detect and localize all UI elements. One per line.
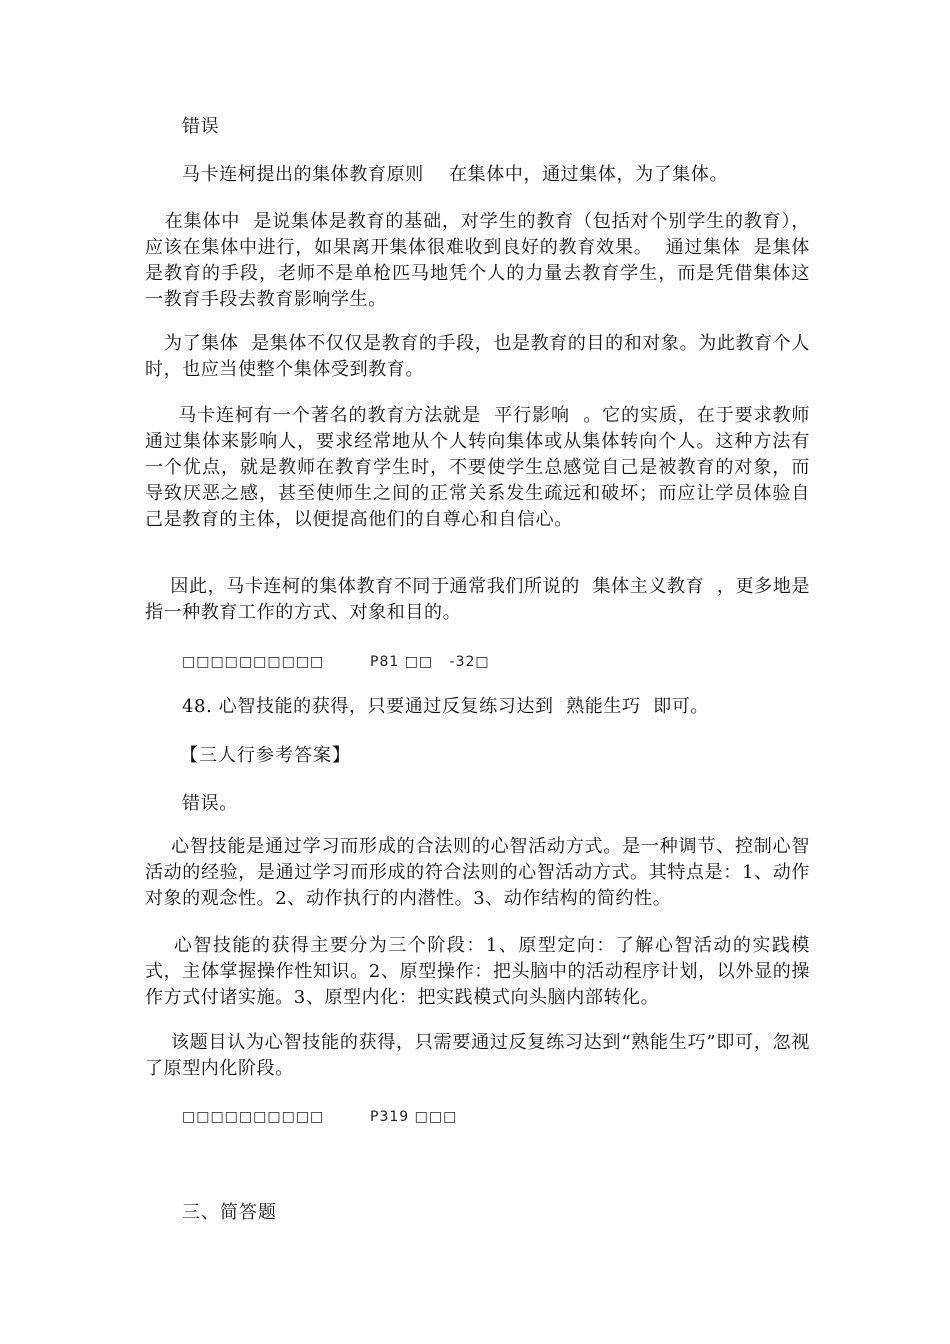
paragraph-7: 错误。 — [182, 793, 238, 814]
reference-2-page: P319 □□□ — [370, 1109, 458, 1125]
question-48: 48. 心智技能的获得，只要通过反复练习达到 熟能生巧 即可。 — [182, 696, 710, 717]
answer-heading: 【三人行参考答案】 — [180, 745, 351, 766]
paragraph-3: 在集体中 是说集体是教育的基础，对学生的教育（包括对个别学生的教育），应该在集体中进行，如果离开集体很难收到良好的教育效果。 通过集体 是集体是教育的手段，老师不是单枪匹马地凭个人的力量去教育学生，而是凭借集体这一教育手段去教育影响学生。 — [145, 211, 811, 310]
paragraph-5: 马卡连柯有一个著名的教育方法就是 平行影响 。它的实质，在于要求教师通过集体来影响人，要求经常地从个人转向集体或从集体转向个人。这种方法有一个优点，就是教师在教育学生时，不要使学生总感觉自己是被教育的对象，而导致厌恶之感，甚至使师生之间的正常关系发生疏远和破坏；而应让学员体验自己是教育的主体，以便提高他们的自尊心和自信心。 — [145, 405, 811, 530]
paragraph-8: 心智技能是通过学习而形成的合法则的心智活动方式。是一种调节、控制心智活动的经验，是通过学习而形成的符合法则的心智活动方式。其特点是：1、动作对象的观念性。2、动作执行的内潜性。3、动作结构的简约性。 — [145, 836, 810, 909]
paragraph-10: 该题目认为心智技能的获得，只需要通过反复练习达到“熟能生巧”即可，忽视了原型内化阶段。 — [145, 1032, 810, 1079]
reference-2-label: □□□□□□□□□□ — [182, 1109, 325, 1125]
paragraph-2: 马卡连柯提出的集体教育原则 在集体中，通过集体，为了集体。 — [182, 164, 729, 185]
paragraph-6: 因此，马卡连柯的集体教育不同于通常我们所说的 集体主义教育 ，更多地是指一种教育工作的方式、对象和目的。 — [145, 576, 810, 623]
reference-1-page: P81 □□ -32□ — [370, 654, 490, 670]
paragraph-1: 错误 — [182, 116, 220, 137]
paragraph-9: 心智技能的获得主要分为三个阶段：1、原型定向：了解心智活动的实践模式，主体掌握操作性知识。2、原型操作：把头脑中的活动程序计划，以外显的操作方式付诸实施。3、原型内化：把实践模式向头脑内部转化。 — [145, 935, 811, 1008]
reference-1-label: □□□□□□□□□□ — [182, 654, 325, 670]
paragraph-4: 为了集体 是集体不仅仅是教育的手段，也是教育的目的和对象。为此教育个人时，也应当使整个集体受到教育。 — [145, 333, 810, 380]
section-heading: 三、简答题 — [182, 1202, 277, 1223]
